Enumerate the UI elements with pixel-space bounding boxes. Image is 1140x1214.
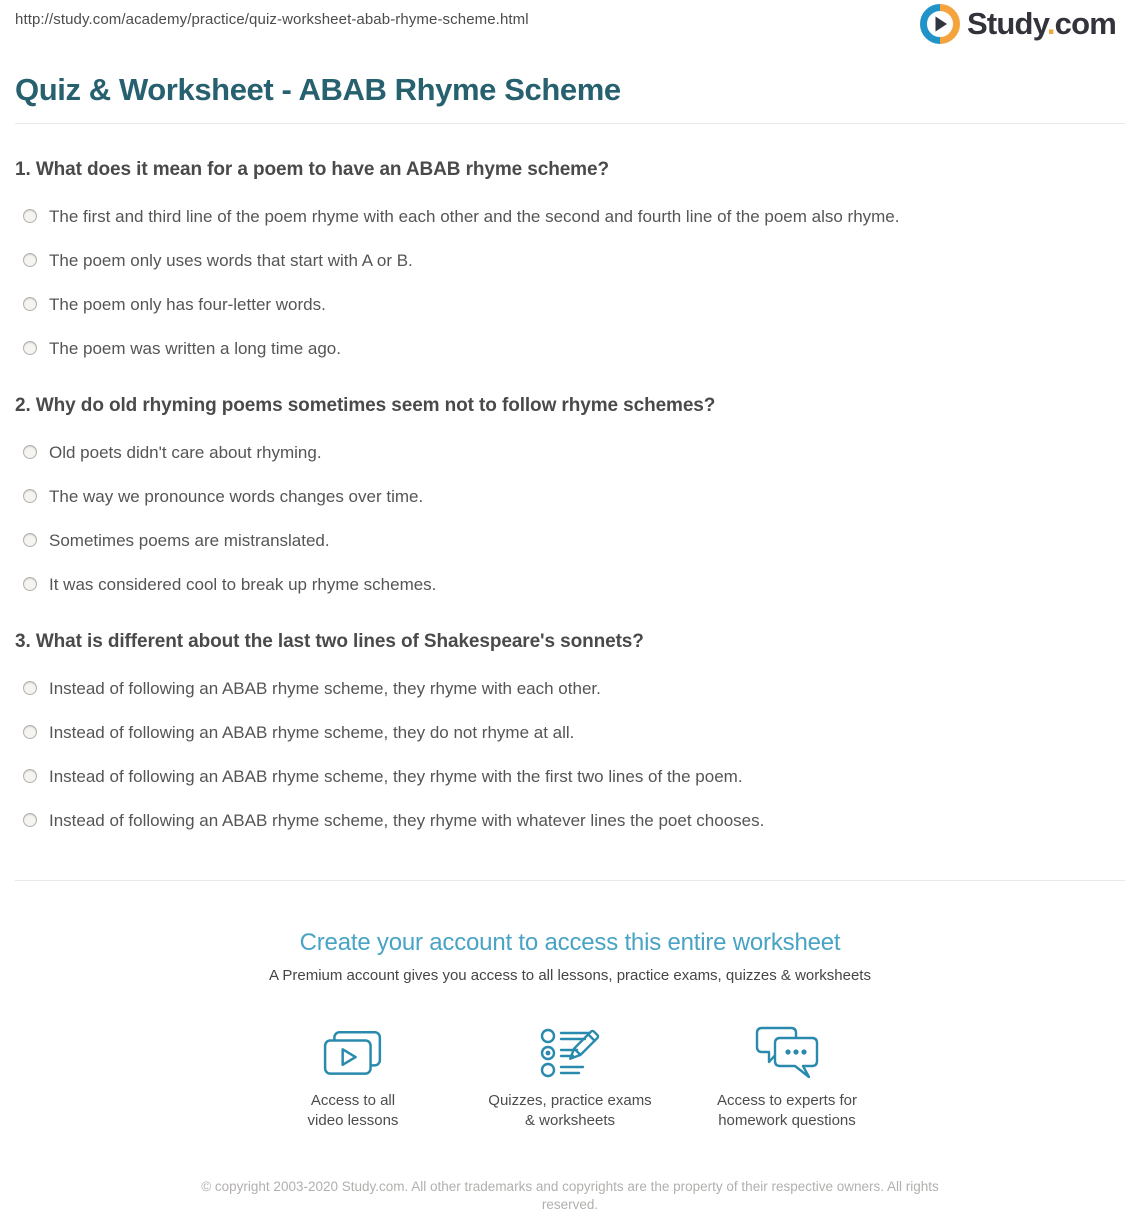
question-2-option-4[interactable] <box>15 574 1125 596</box>
features-row <box>0 1022 1140 1131</box>
play-icon <box>936 17 948 32</box>
radio-button[interactable] <box>23 813 37 827</box>
radio-button[interactable] <box>23 209 37 223</box>
option-label: The first and third line of the poem rhyme with each other and the second and fourth line of the poem also rhyme. <box>49 207 900 226</box>
question-3-option-4[interactable] <box>15 810 1125 832</box>
page-url: http://study.com/academy/practice/quiz-worksheet-abab-rhyme-scheme.html <box>15 11 529 28</box>
title-divider <box>15 123 1125 124</box>
radio-button[interactable] <box>23 533 37 547</box>
option-label: Instead of following an ABAB rhyme scheme, they rhyme with the first two lines of the poem. <box>49 767 743 786</box>
radio-button[interactable] <box>23 681 37 695</box>
question-3-option-1[interactable] <box>15 678 1125 700</box>
premium-subtitle: A Premium account gives you access to all lessons, practice exams, quizzes & worksheets <box>269 967 871 984</box>
studycom-logo[interactable] <box>920 4 1116 44</box>
question-3-heading: 3. What is different about the last two lines of Shakespeare's sonnets? <box>15 631 644 652</box>
question-2-option-2[interactable] <box>15 486 1125 508</box>
option-label: Instead of following an ABAB rhyme scheme, they rhyme with each other. <box>49 679 601 698</box>
radio-button[interactable] <box>23 489 37 503</box>
feature-quizzes-worksheets <box>462 1022 679 1131</box>
question-2 <box>15 395 1125 596</box>
option-label: Sometimes poems are mistranslated. <box>49 531 330 550</box>
cta-section <box>0 929 1140 1131</box>
feature-video-lessons <box>245 1022 462 1131</box>
option-label: Instead of following an ABAB rhyme scheme, they rhyme with whatever lines the poet chooses. <box>49 811 765 830</box>
radio-button[interactable] <box>23 341 37 355</box>
feature-label: Access to experts for homework questions <box>716 1092 858 1129</box>
feature-label: Quizzes, practice exams & worksheets <box>488 1092 652 1129</box>
question-2-option-3[interactable] <box>15 530 1125 552</box>
option-label: The way we pronounce words changes over time. <box>49 487 424 506</box>
create-account-link[interactable]: Create your account to access this entire worksheet <box>299 929 841 956</box>
option-label: It was considered cool to break up rhyme schemes. <box>49 575 437 594</box>
expert-chat-icon <box>679 1022 896 1080</box>
copyright-notice: © copyright 2003-2020 Study.com. All other trademarks and copyrights are the property of their respective owners. All rights reserved. <box>201 1179 939 1212</box>
question-1-option-4[interactable] <box>15 338 1125 360</box>
page-header <box>0 0 1140 58</box>
option-label: The poem only uses words that start with A or B. <box>49 251 413 270</box>
radio-button[interactable] <box>23 297 37 311</box>
feature-expert-chat <box>679 1022 896 1131</box>
radio-button[interactable] <box>23 445 37 459</box>
option-label: Old poets didn't care about rhyming. <box>49 443 322 462</box>
radio-button[interactable] <box>23 725 37 739</box>
question-2-option-1[interactable] <box>15 442 1125 464</box>
option-label: The poem was written a long time ago. <box>49 339 341 358</box>
video-lessons-icon <box>245 1022 462 1080</box>
quizzes-worksheets-icon <box>462 1022 679 1080</box>
question-1-heading: 1. What does it mean for a poem to have an ABAB rhyme scheme? <box>15 159 609 180</box>
cta-divider <box>15 880 1125 881</box>
option-label: Instead of following an ABAB rhyme scheme, they do not rhyme at all. <box>49 723 575 742</box>
question-3-option-3[interactable] <box>15 766 1125 788</box>
question-2-heading: 2. Why do old rhyming poems sometimes seem not to follow rhyme schemes? <box>15 395 716 416</box>
question-3-option-2[interactable] <box>15 722 1125 744</box>
radio-button[interactable] <box>23 769 37 783</box>
studycom-logo-icon <box>920 4 960 44</box>
question-1 <box>15 159 1125 360</box>
question-1-option-2[interactable] <box>15 250 1125 272</box>
radio-button[interactable] <box>23 253 37 267</box>
radio-button[interactable] <box>23 577 37 591</box>
option-label: The poem only has four-letter words. <box>49 295 326 314</box>
feature-label: Access to all video lessons <box>307 1092 399 1129</box>
question-1-option-3[interactable] <box>15 294 1125 316</box>
page-title: Quiz & Worksheet - ABAB Rhyme Scheme <box>15 72 621 107</box>
question-3 <box>15 631 1125 832</box>
question-1-option-1[interactable] <box>15 206 1125 228</box>
studycom-logo-text: Study.com <box>967 6 1116 41</box>
